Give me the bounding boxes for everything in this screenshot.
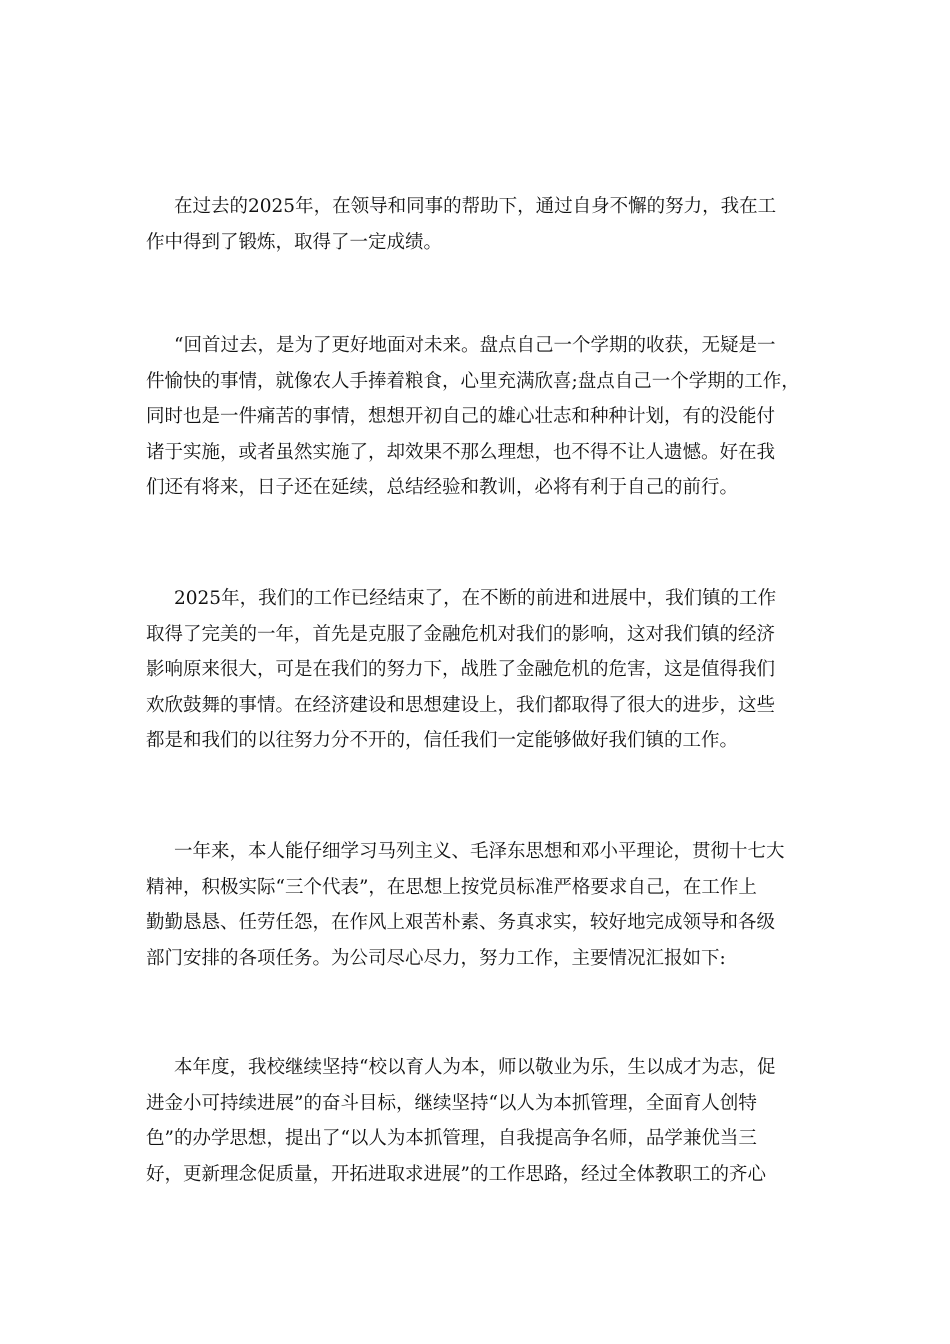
paragraph-line: 们还有将来，日子还在延续，总结经验和教训，必将有利于自己的前行。 bbox=[146, 477, 739, 498]
paragraph-line: 一年来，本人能仔细学习马列主义、毛泽东思想和邓小平理论，贯彻十七大 bbox=[174, 841, 785, 862]
paragraph-line: 精神，积极实际“三个代表”，在思想上按党员标准严格要求自己，在工作上 bbox=[146, 876, 757, 898]
paragraph-line: 取得了完美的一年，首先是克服了金融危机对我们的影响，这对我们镇的经济 bbox=[146, 623, 776, 645]
paragraph-line: 部门安排的各项任务。为公司尽心尽力，努力工作，主要情况汇报如下: bbox=[146, 947, 726, 969]
paragraph-line: 件愉快的事情，就像农人手捧着粮食，心里充满欣喜;盘点自己一个学期的工作， bbox=[146, 370, 800, 392]
paragraph-2 bbox=[146, 328, 806, 506]
paragraph-line: 在过去的2025年，在领导和同事的帮助下，通过自身不懈的努力，我在工 bbox=[174, 196, 777, 217]
paragraph-line: 影响原来很大，可是在我们的努力下，战胜了金融危机的危害，这是值得我们 bbox=[146, 659, 776, 680]
paragraph-line: 本年度，我校继续坚持“校以育人为本，师以敬业为乐，生以成才为志，促 bbox=[174, 1057, 776, 1078]
paragraph-1 bbox=[146, 189, 806, 260]
paragraph-line: 诸于实施，或者虽然实施了，却效果不那么理想，也不得不让人遗憾。好在我 bbox=[146, 441, 776, 463]
paragraph-line: 勤勤恳恳、任劳任怨，在作风上艰苦朴素、务真求实，较好地完成领导和各级 bbox=[146, 912, 776, 933]
paragraph-line: “回首过去，是为了更好地面对未来。盘点自己一个学期的收获，无疑是一 bbox=[174, 335, 776, 356]
paragraph-line: 色”的办学思想，提出了“以人为本抓管理，自我提高争名师，品学兼优当三 bbox=[146, 1128, 757, 1149]
paragraph-line: 欢欣鼓舞的事情。在经济建设和思想建设上，我们都取得了很大的进步，这些 bbox=[146, 694, 776, 716]
paragraph-line: 同时也是一件痛苦的事情，想想开初自己的雄心壮志和种种计划，有的没能付 bbox=[146, 406, 776, 427]
paragraph-4 bbox=[146, 834, 806, 976]
paragraph-line: 都是和我们的以往努力分不开的，信任我们一定能够做好我们镇的工作。 bbox=[146, 730, 739, 751]
paragraph-5 bbox=[146, 1050, 806, 1192]
paragraph-3 bbox=[146, 581, 806, 759]
paragraph-line: 作中得到了锻炼，取得了一定成绩。 bbox=[146, 231, 443, 253]
paragraph-line: 好，更新理念促质量，开拓进取求进展”的工作思路，经过全体教职工的齐心 bbox=[146, 1163, 766, 1185]
paragraph-line: 2025年，我们的工作已经结束了，在不断的前进和进展中，我们镇的工作 bbox=[174, 588, 777, 609]
paragraph-line: 进金小可持续进展”的奋斗目标，继续坚持“以人为本抓管理，全面育人创特 bbox=[146, 1092, 757, 1114]
